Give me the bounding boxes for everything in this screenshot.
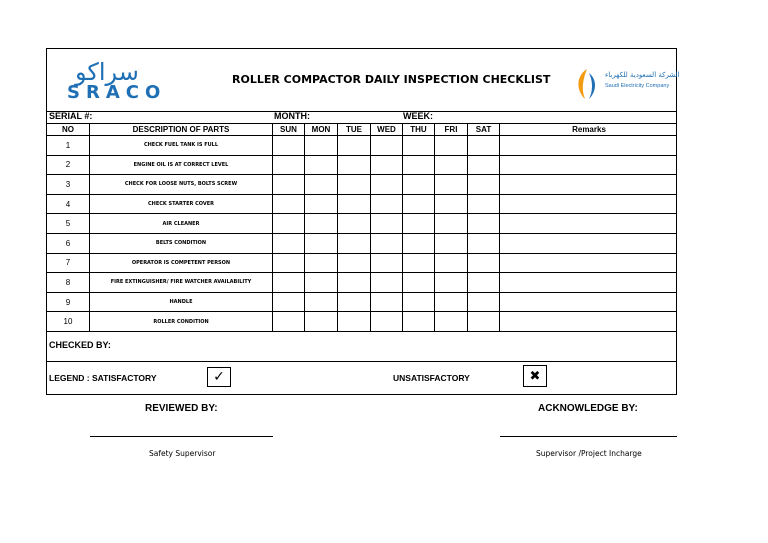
- cell-mon[interactable]: [305, 214, 338, 233]
- cell-mon[interactable]: [305, 293, 338, 312]
- item-description: FIRE EXTINGUISHER/ FIRE WATCHER AVAILABILITY: [90, 273, 273, 292]
- item-description: HANDLE: [90, 293, 273, 312]
- cell-fri[interactable]: [435, 254, 468, 273]
- table-row: [47, 195, 676, 215]
- cell-remarks[interactable]: [500, 273, 678, 292]
- item-number: 1: [47, 136, 90, 155]
- cell-thu[interactable]: [403, 136, 435, 155]
- cell-fri[interactable]: [435, 175, 468, 194]
- cell-sat[interactable]: [468, 136, 500, 155]
- col-no: NO: [47, 124, 90, 135]
- col-fri: FRI: [435, 124, 468, 135]
- cell-sat[interactable]: [468, 312, 500, 331]
- col-description: DESCRIPTION OF PARTS: [90, 124, 273, 135]
- cell-tue[interactable]: [338, 273, 371, 292]
- cell-remarks[interactable]: [500, 175, 678, 194]
- cell-sat[interactable]: [468, 293, 500, 312]
- item-description: CHECK STARTER COVER: [90, 195, 273, 214]
- cell-fri[interactable]: [435, 136, 468, 155]
- cell-thu[interactable]: [403, 156, 435, 175]
- inspection-table: [47, 111, 676, 327]
- cell-sat[interactable]: [468, 156, 500, 175]
- cell-remarks[interactable]: [500, 254, 678, 273]
- cell-mon[interactable]: [305, 195, 338, 214]
- table-row: [47, 214, 676, 234]
- cell-remarks[interactable]: [500, 156, 678, 175]
- cell-tue[interactable]: [338, 156, 371, 175]
- cell-tue[interactable]: [338, 234, 371, 253]
- cell-mon[interactable]: [305, 234, 338, 253]
- item-number: 7: [47, 254, 90, 273]
- cell-mon[interactable]: [305, 136, 338, 155]
- table-row: [47, 136, 676, 156]
- sec-logo: [571, 65, 680, 105]
- item-number: 4: [47, 195, 90, 214]
- cell-sun[interactable]: [273, 175, 305, 194]
- cell-wed[interactable]: [371, 234, 403, 253]
- col-thu: THU: [403, 124, 435, 135]
- cell-fri[interactable]: [435, 312, 468, 331]
- cell-tue[interactable]: [338, 195, 371, 214]
- cell-sun[interactable]: [273, 195, 305, 214]
- month-label: MONTH:: [274, 111, 310, 121]
- cell-wed[interactable]: [371, 195, 403, 214]
- cell-tue[interactable]: [338, 175, 371, 194]
- cell-thu[interactable]: [403, 214, 435, 233]
- item-description: AIR CLEANER: [90, 214, 273, 233]
- cell-sun[interactable]: [273, 234, 305, 253]
- item-description: ENGINE OIL IS AT CORRECT LEVEL: [90, 156, 273, 175]
- cell-thu[interactable]: [403, 254, 435, 273]
- signature-line-left: [90, 436, 273, 437]
- col-tue: TUE: [338, 124, 371, 135]
- cell-wed[interactable]: [371, 136, 403, 155]
- item-number: 5: [47, 214, 90, 233]
- cell-wed[interactable]: [371, 273, 403, 292]
- cell-remarks[interactable]: [500, 214, 678, 233]
- acknowledge-by-label: ACKNOWLEDGE BY:: [538, 403, 638, 414]
- sec-logo-latin: Saudi Electricity Company: [605, 83, 670, 89]
- table-row: [47, 234, 676, 254]
- legend-row: [47, 361, 676, 397]
- cell-wed[interactable]: [371, 254, 403, 273]
- cell-thu[interactable]: [403, 234, 435, 253]
- cell-sat[interactable]: [468, 273, 500, 292]
- cell-thu[interactable]: [403, 312, 435, 331]
- cell-remarks[interactable]: [500, 234, 678, 253]
- form-header: [47, 49, 680, 111]
- cell-wed[interactable]: [371, 312, 403, 331]
- cell-tue[interactable]: [338, 136, 371, 155]
- cell-sun[interactable]: [273, 273, 305, 292]
- week-label: WEEK:: [403, 111, 433, 121]
- item-description: BELTS CONDITION: [90, 234, 273, 253]
- cell-sat[interactable]: [468, 234, 500, 253]
- table-row: [47, 312, 676, 332]
- project-supervisor-label: Supervisor /Project Incharge: [536, 449, 642, 458]
- cell-wed[interactable]: [371, 293, 403, 312]
- checklist-form: [46, 48, 680, 395]
- meta-row: [47, 112, 676, 124]
- cell-sat[interactable]: [468, 254, 500, 273]
- item-number: 9: [47, 293, 90, 312]
- satisfactory-check-icon: ✓: [207, 367, 231, 387]
- cell-sat[interactable]: [468, 175, 500, 194]
- cell-remarks[interactable]: [500, 312, 678, 331]
- cell-remarks[interactable]: [500, 136, 678, 155]
- cell-thu[interactable]: [403, 175, 435, 194]
- cell-sat[interactable]: [468, 214, 500, 233]
- cell-sun[interactable]: [273, 293, 305, 312]
- table-row: [47, 293, 676, 313]
- table-row: [47, 175, 676, 195]
- cell-fri[interactable]: [435, 214, 468, 233]
- sraco-logo-latin: SRACO: [67, 82, 167, 103]
- cell-fri[interactable]: [435, 293, 468, 312]
- item-number: 3: [47, 175, 90, 194]
- table-row: [47, 273, 676, 293]
- cell-thu[interactable]: [403, 273, 435, 292]
- cell-fri[interactable]: [435, 273, 468, 292]
- cell-tue[interactable]: [338, 214, 371, 233]
- item-number: 6: [47, 234, 90, 253]
- sec-logo-arabic: الشركة السعودية للكهرباء: [605, 71, 680, 79]
- cell-fri[interactable]: [435, 195, 468, 214]
- signature-line-right: [500, 436, 677, 437]
- cell-thu[interactable]: [403, 195, 435, 214]
- cell-sun[interactable]: [273, 136, 305, 155]
- cell-sun[interactable]: [273, 312, 305, 331]
- form-title: ROLLER COMPACTOR DAILY INSPECTION CHECKLIST: [232, 73, 551, 86]
- safety-supervisor-label: Safety Supervisor: [149, 449, 216, 458]
- col-remarks: Remarks: [572, 125, 606, 134]
- col-sun: SUN: [273, 124, 305, 135]
- cell-remarks[interactable]: [500, 293, 678, 312]
- table-header-row: [47, 124, 676, 136]
- col-wed: WED: [371, 124, 403, 135]
- item-number: 8: [47, 273, 90, 292]
- cell-mon[interactable]: [305, 273, 338, 292]
- item-description: CHECK FUEL TANK IS FULL: [90, 136, 273, 155]
- cell-mon[interactable]: [305, 312, 338, 331]
- sraco-logo: [61, 59, 201, 103]
- cell-remarks[interactable]: [500, 195, 678, 214]
- cell-tue[interactable]: [338, 312, 371, 331]
- unsatisfactory-cross-icon: ✖: [523, 365, 547, 387]
- unsatisfactory-label: UNSATISFACTORY: [393, 373, 470, 383]
- serial-label: SERIAL #:: [49, 111, 93, 121]
- cell-wed[interactable]: [371, 156, 403, 175]
- sec-flame-icon: [571, 65, 603, 105]
- cell-wed[interactable]: [371, 214, 403, 233]
- table-row: [47, 156, 676, 176]
- col-sat: SAT: [468, 124, 500, 135]
- cell-sat[interactable]: [468, 195, 500, 214]
- legend-label: LEGEND : SATISFACTORY: [49, 373, 157, 383]
- cell-sun[interactable]: [273, 214, 305, 233]
- table-row: [47, 254, 676, 274]
- item-number: 10: [47, 312, 90, 331]
- item-description: ROLLER CONDITION: [90, 312, 273, 331]
- cell-sun[interactable]: [273, 156, 305, 175]
- cell-wed[interactable]: [371, 175, 403, 194]
- cell-sun[interactable]: [273, 254, 305, 273]
- cell-mon[interactable]: [305, 254, 338, 273]
- reviewed-by-label: REVIEWED BY:: [145, 403, 218, 414]
- sraco-logo-arabic: سراكو: [75, 58, 139, 86]
- cell-tue[interactable]: [338, 293, 371, 312]
- item-description: OPERATOR IS COMPETENT PERSON: [90, 254, 273, 273]
- cell-fri[interactable]: [435, 156, 468, 175]
- item-number: 2: [47, 156, 90, 175]
- cell-tue[interactable]: [338, 254, 371, 273]
- item-description: CHECK FOR LOOSE NUTS, BOLTS SCREW: [90, 175, 273, 194]
- cell-mon[interactable]: [305, 175, 338, 194]
- cell-mon[interactable]: [305, 156, 338, 175]
- checked-by-label: CHECKED BY:: [49, 340, 111, 350]
- cell-fri[interactable]: [435, 234, 468, 253]
- col-mon: MON: [305, 124, 338, 135]
- cell-thu[interactable]: [403, 293, 435, 312]
